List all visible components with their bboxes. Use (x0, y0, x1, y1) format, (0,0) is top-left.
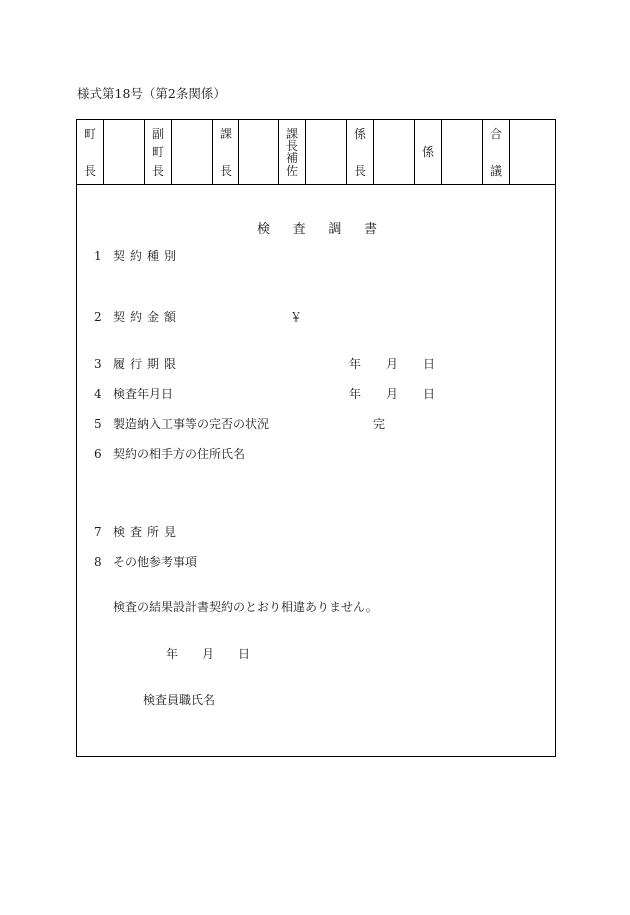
stamp-box-assistant-chief[interactable] (306, 120, 347, 184)
item-6-number: 6 (94, 447, 102, 461)
item-1-label: 契約種別 (113, 249, 182, 263)
date-day: 日 (238, 647, 251, 661)
item-3-number: 3 (94, 357, 102, 371)
stamp-box-section-chief[interactable] (239, 120, 279, 184)
item-7-label: 検査所見 (113, 525, 182, 539)
approval-label-subsection-chief: 係 長 (347, 120, 374, 184)
item-3-label: 履行期限 (113, 357, 182, 371)
form-number: 様式第18号（第2条関係） (77, 86, 226, 101)
stamp-box-town-mayor[interactable] (104, 120, 145, 184)
item-6-label: 契約の相手方の住所氏名 (113, 447, 246, 461)
item-2-number: 2 (94, 310, 102, 324)
item-5-label: 製造納入工事等の完否の状況 (113, 417, 270, 431)
approval-label-consultation: 合 議 (483, 120, 510, 184)
item-8-label: その他参考事項 (113, 555, 198, 569)
inspector-name-label: 検査員職氏名 (143, 693, 216, 707)
completion-status: 完 (373, 417, 386, 431)
item-5-number: 5 (94, 417, 102, 431)
item-3-year: 年 (349, 357, 362, 371)
inspection-statement: 検査の結果設計書契約のとおり相違ありません。 (113, 600, 378, 614)
item-4-number: 4 (94, 387, 102, 401)
item-8-number: 8 (94, 555, 102, 569)
approval-label-town-mayor: 町 長 (77, 120, 104, 184)
item-2-label: 契約金額 (113, 310, 182, 324)
stamp-box-consultation[interactable] (510, 120, 556, 184)
approval-label-staff: 係 (415, 120, 442, 184)
approval-label-deputy-mayor: 副 町 長 (145, 120, 172, 184)
item-4-label: 検査年月日 (113, 387, 174, 401)
item-4-month: 月 (386, 387, 399, 401)
inspection-form (76, 119, 556, 757)
approval-label-assistant-chief: 課 長 補 佐 (279, 120, 306, 184)
date-year: 年 (166, 647, 179, 661)
item-7-number: 7 (94, 525, 102, 539)
item-3-month: 月 (386, 357, 399, 371)
item-4-day: 日 (423, 387, 436, 401)
stamp-box-staff[interactable] (442, 120, 483, 184)
approval-stamp-row (77, 120, 555, 185)
approval-label-section-chief: 課 長 (213, 120, 239, 184)
item-3-day: 日 (423, 357, 436, 371)
date-month: 月 (202, 647, 215, 661)
document-title: 検 査 調 書 (257, 222, 377, 237)
contract-amount-yen: ￥ (290, 310, 303, 324)
stamp-box-subsection-chief[interactable] (374, 120, 415, 184)
stamp-box-deputy-mayor[interactable] (172, 120, 213, 184)
item-1-number: 1 (94, 249, 102, 263)
item-4-year: 年 (349, 387, 362, 401)
